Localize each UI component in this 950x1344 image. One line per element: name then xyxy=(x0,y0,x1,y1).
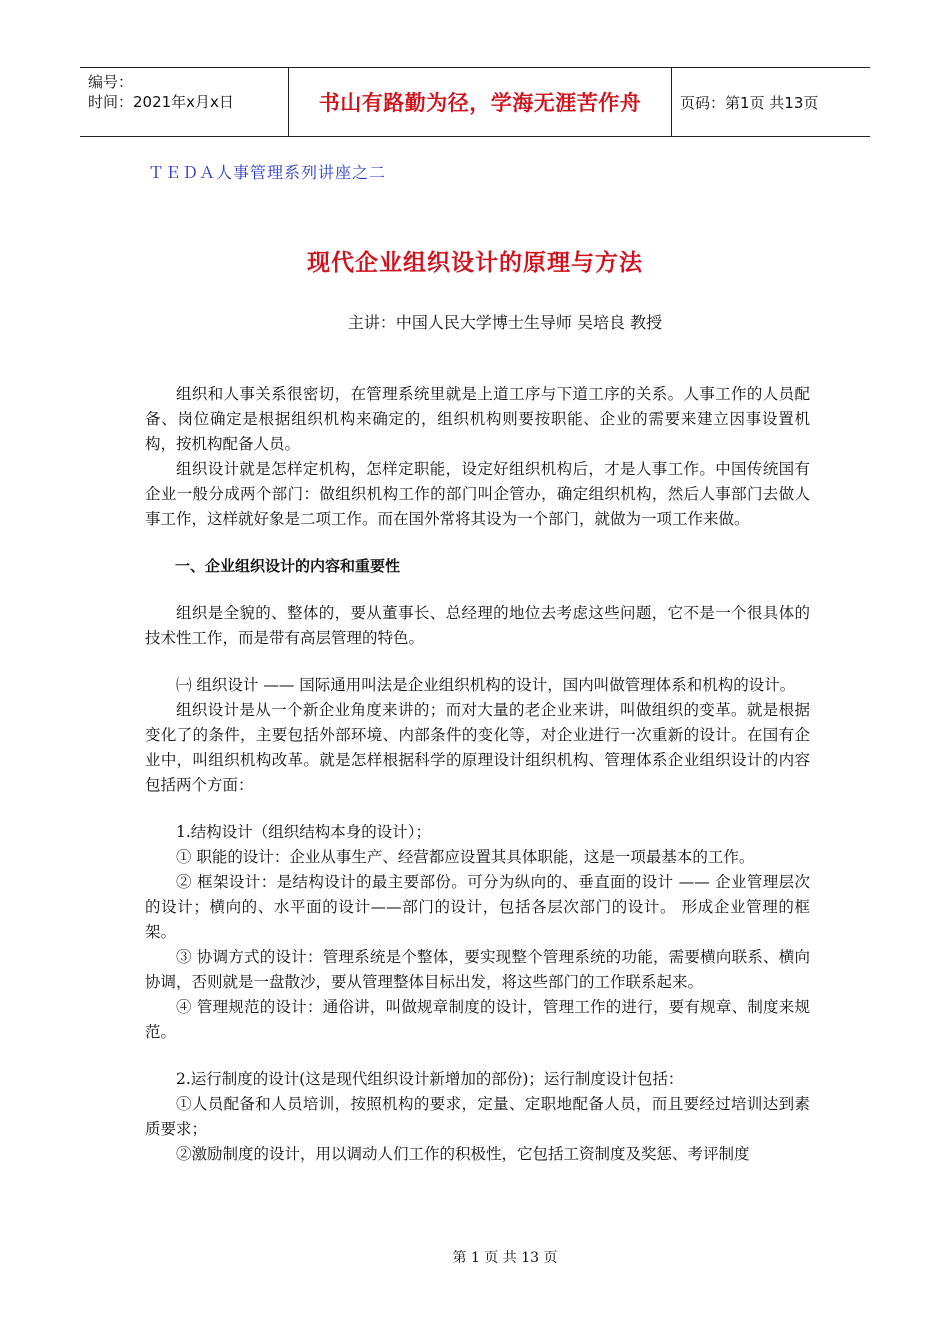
motto: 书山有路勤为径，学海无涯苦作舟 xyxy=(288,68,672,136)
header-table xyxy=(80,67,870,137)
page-footer: 第 1 页 共 13 页 xyxy=(452,1250,558,1266)
header-info-cell xyxy=(80,68,288,136)
paragraph: 组织和人事关系很密切，在管理系统里就是上道工序与下道工序的关系。人事工作的人员配备、岗位确定是根据组织机构来确定的，组织机构则要按职能、企业的需要来建立因事设置机构，按机构配备人员。 xyxy=(145,385,810,453)
body-text xyxy=(145,382,810,1167)
paragraph: 1.结构设计（组织结构本身的设计）； xyxy=(176,823,432,841)
page-label: 页码：第1页 共13页 xyxy=(680,93,819,112)
paragraph: ①人员配备和人员培训，按照机构的要求，定量、定职地配备人员，而且要经过培训达到素质要求； xyxy=(145,1095,810,1138)
section-heading: 一、企业组织设计的内容和重要性 xyxy=(175,557,401,575)
paragraph: ② 框架设计：是结构设计的最主要部份。可分为纵向的、垂直面的设计 —— 企业管理层次的设计；横向的、水平面的设计——部门的设计，包括各层次部门的设计。 形成企业管理的框架。 xyxy=(145,873,810,941)
time-label: 时间：2021年x月x日 xyxy=(88,93,234,111)
paragraph: ②激励制度的设计，用以调动人们工作的积极性，它包括工资制度及奖惩、考评制度 xyxy=(176,1145,750,1163)
paragraph: 组织是全貌的、整体的，要从董事长、总经理的地位去考虑这些问题，它不是一个很具体的技术性工作，而是带有高层管理的特色。 xyxy=(145,604,810,647)
paragraph: ③ 协调方式的设计：管理系统是个整体，要实现整个管理系统的功能，需要横向联系、横向协调，否则就是一盘散沙，要从管理整体目标出发，将这些部门的工作联系起来。 xyxy=(145,948,810,991)
paragraph: ④ 管理规范的设计：通俗讲，叫做规章制度的设计，管理工作的进行，要有规章、制度来规范。 xyxy=(145,998,810,1041)
paragraph: 组织设计就是怎样定机构，怎样定职能，设定好组织机构后，才是人事工作。中国传统国有企业一般分成两个部门：做组织机构工作的部门叫企管办，确定组织机构，然后人事部门去做人事工作，这样就好象是二项工作。而在国外常将其设为一个部门，就做为一项工作来做。 xyxy=(145,460,810,528)
paragraph: ㈠ 组织设计 —— 国际通用叫法是企业组织机构的设计，国内叫做管理体系和机构的设计。 xyxy=(176,676,796,694)
page-title: 现代企业组织设计的原理与方法 xyxy=(307,249,643,276)
series-title: ＴＥＤＡ人事管理系列讲座之二 xyxy=(148,163,387,182)
number-label: 编号： xyxy=(88,73,134,91)
lecturer-line: 主讲：中国人民大学博士生导师 吴培良 教授 xyxy=(347,313,663,332)
paragraph: 2.运行制度的设计(这是现代组织设计新增加的部份)；运行制度设计包括： xyxy=(176,1070,684,1088)
paragraph: ① 职能的设计：企业从事生产、经营都应设置其具体职能，这是一项最基本的工作。 xyxy=(176,848,755,866)
paragraph: 组织设计是从一个新企业角度来讲的；而对大量的老企业来讲，叫做组织的变革。就是根据变化了的条件，主要包括外部环境、内部条件的变化等，对企业进行一次重新的设计。在国有企业中，叫组织机构改革。就是怎样根据科学的原理设计组织机构、管理体系企业组织设计的内容包括两个方面： xyxy=(145,701,810,794)
